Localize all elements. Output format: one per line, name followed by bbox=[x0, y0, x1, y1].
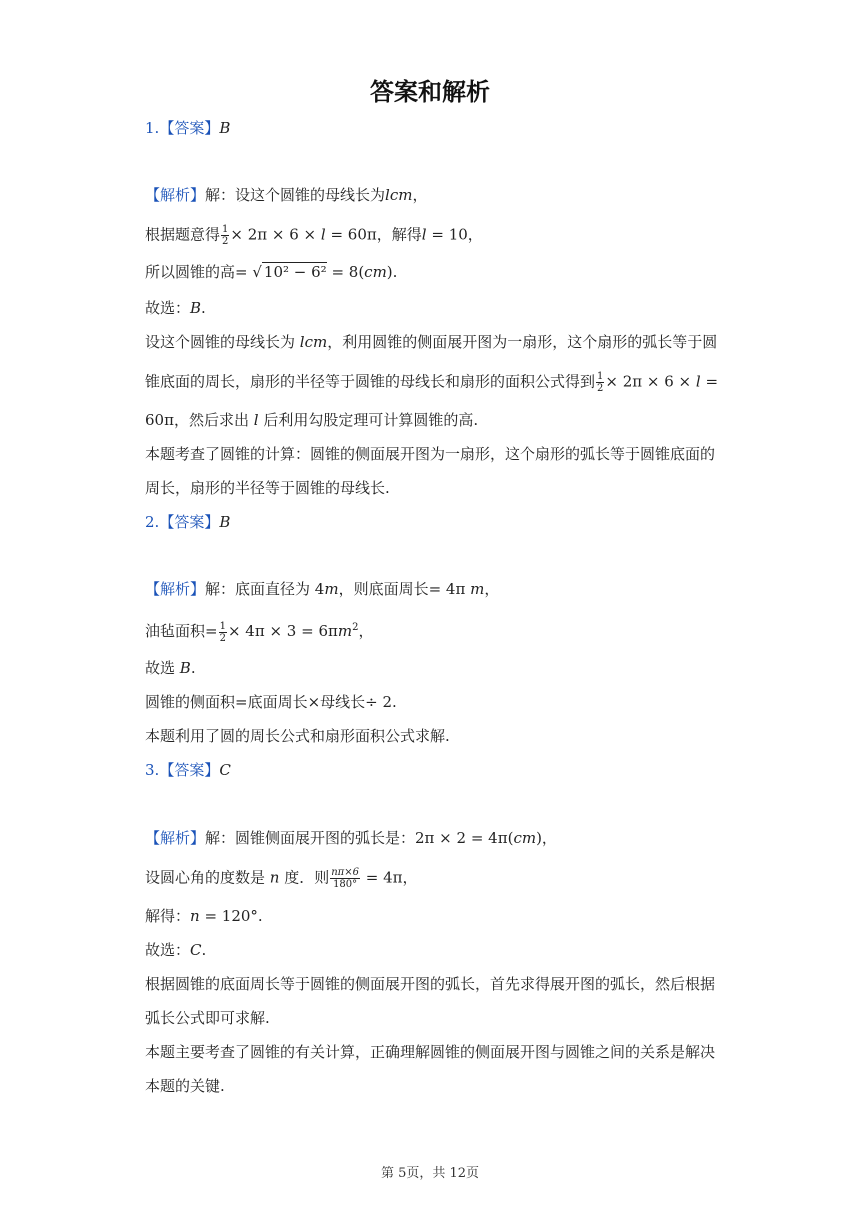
q2-choice-line bbox=[145, 658, 745, 678]
q2-answer-tag: 【答案】 bbox=[159, 513, 220, 531]
q1-l7-value: 60π bbox=[145, 411, 174, 429]
q3-l1-cm: cm bbox=[513, 829, 537, 847]
q1-solution-text: 解：设这个圆锥的母线长为 bbox=[205, 186, 386, 204]
q1-l3-end: ). bbox=[386, 263, 398, 281]
q1-explain-line-2 bbox=[145, 371, 745, 394]
q1-height-line bbox=[145, 262, 745, 282]
q3-l4-c: C bbox=[190, 941, 202, 959]
q1-explain-line-3 bbox=[145, 410, 745, 430]
fraction-num: 1 bbox=[597, 371, 604, 382]
q1-l5-lcm: lcm bbox=[299, 333, 328, 351]
q1-l2-result: = 10 bbox=[426, 225, 468, 244]
q1-l2-comma: ， bbox=[467, 225, 483, 244]
q3-explain-line-1: 根据圆锥的底面周长等于圆锥的侧面展开图的弧长，首先求得展开图的弧长，然后根据 bbox=[145, 975, 716, 993]
q1-l6-math: × 2π × 6 × bbox=[605, 372, 696, 391]
q2-l3-text: 故选 bbox=[145, 659, 180, 677]
q1-summary-line-1: 本题考查了圆锥的计算：圆锥的侧面展开图为一扇形，这个扇形的弧长等于圆锥底面的 bbox=[145, 445, 716, 463]
q1-number: 1. bbox=[145, 119, 160, 137]
q1-l4-dot: . bbox=[201, 299, 206, 317]
q1-l2-l2: l bbox=[421, 225, 427, 244]
q1-l5-text: 设这个圆锥的母线长为 bbox=[145, 333, 300, 351]
q3-analysis-tag: 【解析】 bbox=[145, 829, 206, 847]
q1-var-lcm: lcm bbox=[385, 186, 413, 204]
q1-l2-text: 根据题意得 bbox=[145, 225, 221, 244]
q2-answer-line bbox=[145, 512, 745, 532]
q3-l1-end: )， bbox=[536, 829, 557, 847]
q3-number: 3. bbox=[145, 761, 160, 779]
q1-l6-text: 锥底面的周长，扇形的半径等于圆锥的母线长和扇形的面积公式得到 bbox=[145, 372, 596, 391]
q3-angle-line bbox=[145, 867, 745, 890]
q1-l2-math: × 2π × 6 × bbox=[230, 225, 321, 244]
q1-l7-l: l bbox=[253, 411, 259, 429]
q3-l3-n: n bbox=[190, 907, 200, 925]
q2-l1-text: 解：底面直径为 4 bbox=[205, 580, 325, 598]
q1-l2-solve: ，解得 bbox=[376, 225, 422, 244]
q3-l3-value: = 120°. bbox=[199, 907, 263, 925]
sqrt-radicand: 10² − 6² bbox=[263, 263, 327, 281]
q2-l1-comma: ， bbox=[484, 580, 500, 598]
q3-choice-line bbox=[145, 940, 745, 960]
q3-l2-mid: 度．则 bbox=[279, 868, 330, 887]
q1-l3-text: 所以圆锥的高= bbox=[145, 263, 253, 281]
page-footer: 第 5页，共 12页 bbox=[380, 1166, 480, 1181]
q1-choice-line bbox=[145, 298, 745, 318]
q3-explain-line-2: 弧长公式即可求解. bbox=[145, 1009, 270, 1027]
q2-formula-line: 圆锥的侧面积=底面周长×母线长÷ 2. bbox=[145, 693, 397, 711]
q2-number: 2. bbox=[145, 513, 160, 531]
fraction-num: 1 bbox=[219, 620, 226, 632]
q3-analysis-line bbox=[145, 828, 745, 848]
q2-analysis-tag: 【解析】 bbox=[145, 580, 206, 598]
q2-l2-text: 油毡面积= bbox=[145, 622, 218, 640]
q3-l1-text: 解：圆锥侧面展开图的弧长是：2π × 2 = 4π( bbox=[205, 829, 514, 847]
q3-l4-dot: . bbox=[201, 941, 207, 959]
q2-l3-b: B bbox=[179, 659, 191, 677]
q1-l3-cm: cm bbox=[364, 263, 387, 281]
q2-l2-math: × 4π × 3 = 6π bbox=[227, 622, 338, 640]
q2-l2-sup: 2 bbox=[352, 622, 359, 633]
q1-analysis-line bbox=[145, 185, 745, 205]
q1-l4-text: 故选： bbox=[145, 299, 191, 317]
q1-l7-text: ，然后求出 bbox=[173, 411, 254, 429]
q1-l5-rest: ，利用圆锥的侧面展开图为一扇形，这个扇形的弧长等于圆 bbox=[327, 333, 718, 351]
q3-answer-line bbox=[145, 760, 745, 780]
q1-answer-tag: 【答案】 bbox=[159, 119, 220, 137]
q2-l1-m: m bbox=[324, 580, 339, 598]
q1-equation-line bbox=[145, 224, 745, 247]
fraction-num: 1 bbox=[222, 224, 229, 235]
q1-l6-eq: = bbox=[700, 372, 719, 391]
fraction-den: 2 bbox=[597, 383, 604, 394]
q3-result-line bbox=[145, 906, 745, 926]
q3-l2-text: 设圆心角的度数是 bbox=[145, 868, 270, 887]
fraction-den: 2 bbox=[222, 236, 229, 247]
q2-analysis-line bbox=[145, 579, 745, 599]
q1-explain-line-1 bbox=[145, 332, 745, 352]
page-title: 答案和解析 bbox=[370, 78, 490, 106]
q3-summary-line-2: 本题的关键. bbox=[145, 1077, 225, 1095]
q2-area-line bbox=[145, 618, 745, 644]
q2-l1-mid: ，则底面周长= 4π bbox=[338, 580, 471, 598]
fraction-half-2 bbox=[596, 371, 604, 394]
q2-l3-dot: . bbox=[190, 659, 196, 677]
q1-answer-line bbox=[145, 118, 745, 138]
q3-l2-n: n bbox=[269, 868, 280, 887]
fraction-den: 2 bbox=[219, 632, 226, 644]
q1-l3-eq: = 8( bbox=[326, 263, 365, 281]
q2-summary-line: 本题利用了圆的周长公式和扇形面积公式求解. bbox=[145, 727, 450, 745]
q2-l2-comma: ， bbox=[358, 622, 374, 640]
q3-answer: C bbox=[219, 761, 231, 779]
fraction-den: 180° bbox=[333, 879, 358, 890]
q3-summary-line-1: 本题主要考查了圆锥的有关计算，正确理解圆锥的侧面展开图与圆锥之间的关系是解决 bbox=[145, 1043, 716, 1061]
q1-analysis-tag: 【解析】 bbox=[145, 186, 206, 204]
q3-l4-text: 故选： bbox=[145, 941, 191, 959]
q2-l2-m: m bbox=[337, 622, 353, 640]
q1-l2-l: l bbox=[320, 225, 326, 244]
q2-answer: B bbox=[219, 513, 231, 531]
fraction-half-3 bbox=[219, 621, 227, 644]
q3-l3-text: 解得： bbox=[145, 907, 191, 925]
sqrt-sign: √ bbox=[252, 263, 262, 281]
q1-l4-b: B bbox=[190, 299, 202, 317]
q3-answer-tag: 【答案】 bbox=[159, 761, 220, 779]
q1-l7-rest: 后利用勾股定理可计算圆锥的高. bbox=[258, 411, 479, 429]
fraction-half bbox=[221, 224, 229, 247]
q1-l2-eq: = 60π bbox=[325, 225, 377, 244]
fraction-num: nπ×6 bbox=[331, 867, 359, 878]
q1-answer: B bbox=[219, 119, 231, 137]
q3-l2-eq: = 4π， bbox=[361, 868, 418, 887]
q1-summary-line-2: 周长，扇形的半径等于圆锥的母线长. bbox=[145, 479, 390, 497]
q2-l1-m2: m bbox=[470, 580, 485, 598]
q1-comma: ， bbox=[412, 186, 428, 204]
fraction-arc bbox=[330, 867, 360, 890]
q1-l6-l: l bbox=[695, 372, 701, 391]
